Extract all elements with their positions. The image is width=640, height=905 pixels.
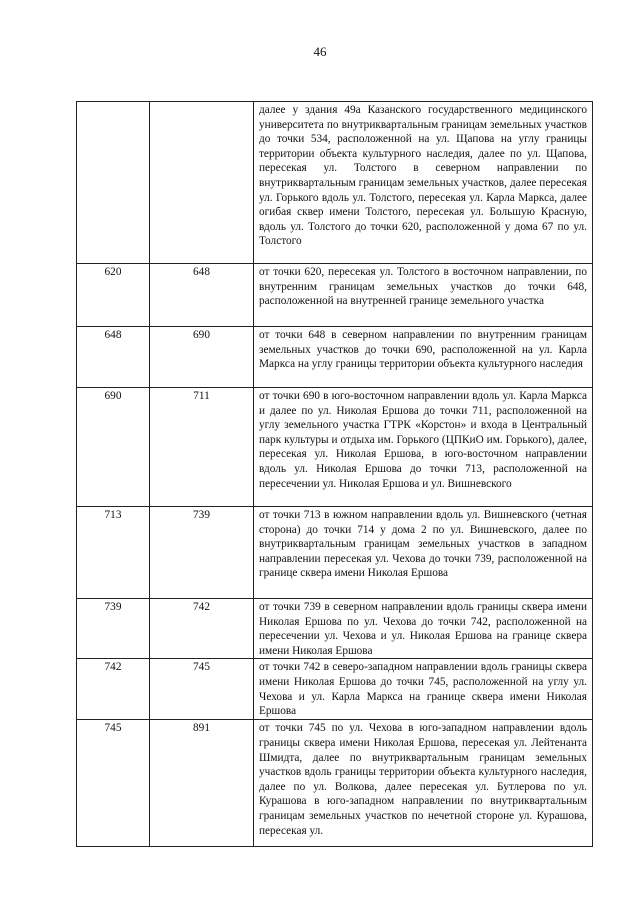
point-to: 742 xyxy=(150,599,254,659)
table-row xyxy=(77,102,593,264)
point-from: 690 xyxy=(77,388,150,507)
point-to xyxy=(150,102,254,264)
table-row xyxy=(77,388,593,507)
point-from: 620 xyxy=(77,264,150,327)
point-to: 891 xyxy=(150,720,254,847)
route-description: от точки 742 в северо-западном направлении вдоль границы сквера имени Николая Ершова до точки 745, расположенной на углу ул. Чехова и ул. Карла Маркса на границе сквера имени Николая Ершова xyxy=(254,659,593,720)
point-to: 648 xyxy=(150,264,254,327)
table-row xyxy=(77,264,593,327)
route-description: от точки 620, пересекая ул. Толстого в восточном направлении, по внутренним границам земельных участков до точки 648, расположенной на внутренней границе земельного участка xyxy=(254,264,593,327)
table-row xyxy=(77,599,593,659)
point-from xyxy=(77,102,150,264)
route-description: от точки 713 в южном направлении вдоль ул. Вишневского (четная сторона) до точки 714 у дома 2 по ул. Вишневского, далее по внутриквартальным границам земельных участков в западном направлении пересекая ул. Чехова до точки 739, расположенной на границе сквера имени Николая Ершова xyxy=(254,507,593,599)
point-to: 745 xyxy=(150,659,254,720)
route-description: от точки 690 в юго-восточном направлении вдоль ул. Карла Маркса и далее по ул. Николая Ершова до точки 711, расположенной на углу земельного участка ГТРК «Корстон» и входа в Центральный парк культуры и отдыха им. Горького (ЦПКиО им. Горького), далее, пересекая ул. Николая Ершова, в юго-восточном направлении вдоль ул. Николая Ершова до точки 713, расположенной на пересечении ул. Николая Ершова и ул. Вишневского xyxy=(254,388,593,507)
point-to: 711 xyxy=(150,388,254,507)
route-description: от точки 648 в северном направлении по внутренним границам земельных участков до точки 690, расположенной на ул. Карла Маркса на углу границы территории объекта культурного наследия xyxy=(254,327,593,388)
point-from: 713 xyxy=(77,507,150,599)
page-number: 46 xyxy=(313,44,327,59)
boundary-description-table xyxy=(76,101,593,847)
table-row xyxy=(77,507,593,599)
table-row xyxy=(77,720,593,847)
table-row xyxy=(77,327,593,388)
route-description: от точки 745 по ул. Чехова в юго-западном направлении вдоль границы сквера имени Николая Ершова, пересекая ул. Лейтенанта Шмидта, далее по внутриквартальным границам земельных участков вдоль границы территории объекта культурного наследия, далее по ул. Волкова, далее пересекая ул. Бутлерова по ул. Курашова в юго-западном направлении по внутриквартальным границам земельных участков по нечетной стороне ул. Курашова, пересекая ул. xyxy=(254,720,593,847)
point-from: 745 xyxy=(77,720,150,847)
route-description: далее у здания 49а Казанского государственного медицинского университета по внутриквартальным границам земельных участков до точки 534, расположенной на ул. Щапова на углу границы территории объекта культурного наследия, далее по ул. Щапова, пересекая ул. Толстого в северном направлении по внутриквартальным границам земельных участков, далее пересекая ул. Горького вдоль ул. Толстого, пересекая ул. Карла Маркса, далее огибая сквер имени Толстого, пересекая ул. Большую Красную, вдоль ул. Толстого до точки 620, расположенной у дома 67 по ул. Толстого xyxy=(254,102,593,264)
point-from: 742 xyxy=(77,659,150,720)
table-row xyxy=(77,659,593,720)
point-to: 690 xyxy=(150,327,254,388)
point-to: 739 xyxy=(150,507,254,599)
point-from: 648 xyxy=(77,327,150,388)
route-description: от точки 739 в северном направлении вдоль границы сквера имени Николая Ершова по ул. Чехова до точки 742, расположенной на пересечении ул. Чехова и ул. Николая Ершова на границе сквера имени Николая Ершова xyxy=(254,599,593,659)
point-from: 739 xyxy=(77,599,150,659)
